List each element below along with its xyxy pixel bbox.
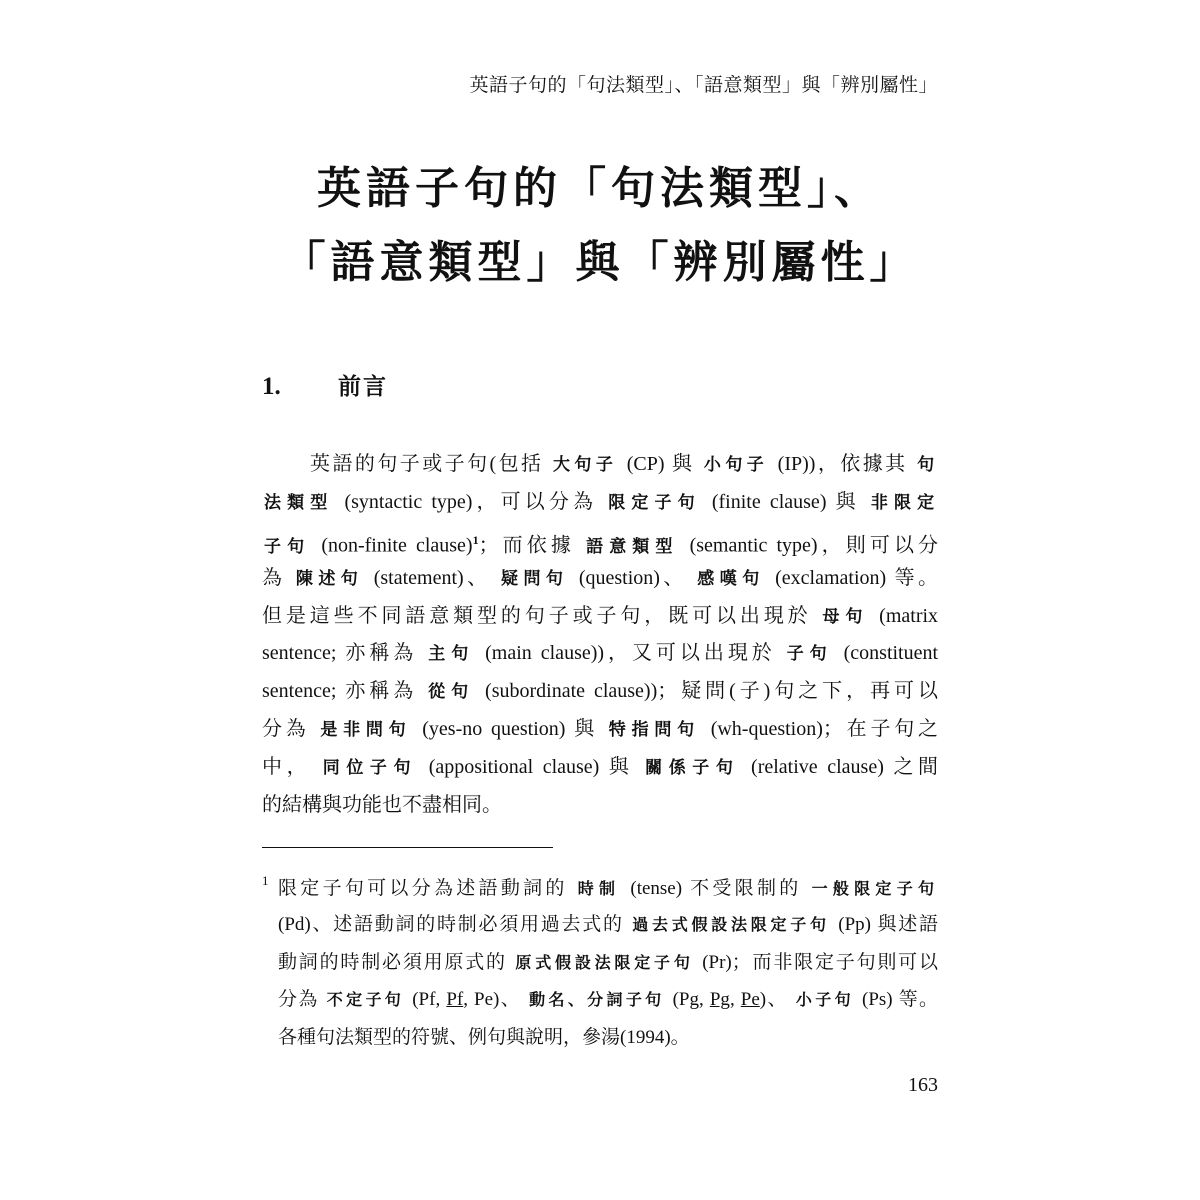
body-line-3: 子句 (non-finite clause)$^1$；而依據 語意類型 (semantic type)，則可以分 [264,533,939,557]
body-line-5: 但是這些不同語意類型的句子或子句，既可以出現於 母句 (matrix [262,605,939,627]
footnote-rule [262,847,553,848]
footnote-line-1: 限定子句可以分為述語動詞的 時制 (tense) 不受限制的 一般限定子句 [278,878,937,899]
term-general-finite: 一般限定子句 [811,879,937,898]
term-infinitive: 不定子句 [326,990,405,1009]
term-relative: 關係子句 [645,758,740,778]
section-number: 1. [262,373,281,400]
term-finite-clause: 限定子句 [608,493,701,513]
term-wh: 特指問句 [608,720,700,740]
body-line-10: 的結構與功能也不盡相同。 [262,794,502,816]
term-constituent: 子句 [786,644,833,664]
term-statement: 陳述句 [295,569,364,589]
term-yes-no: 是非問句 [320,720,412,740]
term-syntactic-type: 法類型 [264,493,334,513]
body-line-2: 法類型 (syntactic type)，可以分為 限定子句 (finite clause) 與 非限定 [264,491,937,513]
page-number: 163 [908,1074,938,1096]
term-question: 疑問句 [501,569,569,589]
term-tense: 時制 [577,879,621,898]
body-line-6: sentence; 亦稱為 主句 (main clause))，又可以出現於 子句 (constituent [262,642,939,664]
body-line-8: 分為 是非問句 (yes-no question) 與 特指問句 (wh-question)；在子句之 [262,718,939,740]
term-subordinate: 從句 [428,682,475,702]
term-semantic-type: 語意類型 [586,536,679,557]
footnote-ref[interactable]: 1 [472,533,479,547]
term-past-subjunctive: 過去式假設法限定子句 [632,915,830,934]
term-gerund-participle: 動名、分詞子句 [529,990,665,1009]
term-base-subjunctive: 原式假設法限定子句 [515,953,694,972]
term-cp: 大句子 [552,455,618,475]
body-line-4: 為 陳述句 (statement)、 疑問句 (question)、 感嘆句 (exclamation) 等。 [262,567,939,589]
term-main-clause: 主句 [428,644,475,664]
footnote-line-5: 各種句法類型的符號、例句與說明，參湯(1994)。 [278,1027,690,1048]
body-line-7: sentence; 亦稱為 從句 (subordinate clause))；疑問(子)句之下，再可以 [262,680,938,702]
footnote-line-2: (Pd)、述語動詞的時制必須用過去式的 過去式假設法限定子句 (Pp) 與述語 [278,914,939,935]
term-ip: 小句子 [703,455,769,475]
term-exclamation: 感嘆句 [697,569,765,589]
term-small-clause: 小子句 [795,990,854,1009]
term-non-finite-start: 非限定 [870,493,937,513]
footnote-line-4: 分為 不定子句 (Pf, Pf, Pe)、 動名、分詞子句 (Pg, Pg, Pe)、 小子句 (Ps) 等。 [278,989,939,1010]
section-heading [262,368,388,401]
term-appositional: 同位子句 [322,758,418,778]
footnote-mark: 1 [262,873,269,888]
footnote-line-3: 動詞的時制必須用原式的 原式假設法限定子句 (Pr)；而非限定子句則可以 [278,952,938,973]
running-head: 英語子句的「句法類型」、「語意類型」與「辨別屬性」 [469,75,938,96]
title-line-1: 英語子句的「句法類型」、 [317,163,883,214]
section-heading-text: 前言 [338,374,388,400]
title-line-2: 「語意類型」與「辨別屬性」 [281,237,919,288]
term-matrix: 母句 [822,607,869,627]
term-non-finite-end: 子句 [264,536,311,557]
term-syntactic-type-start: 句 [917,455,937,475]
body-line-9: 中， 同位子句 (appositional clause) 與 關係子句 (relative clause) 之間 [262,756,939,778]
body-line-1: 英語的句子或子句(包括 大句子 (CP) 與 小句子 (IP))，依據其 句 [310,453,937,475]
